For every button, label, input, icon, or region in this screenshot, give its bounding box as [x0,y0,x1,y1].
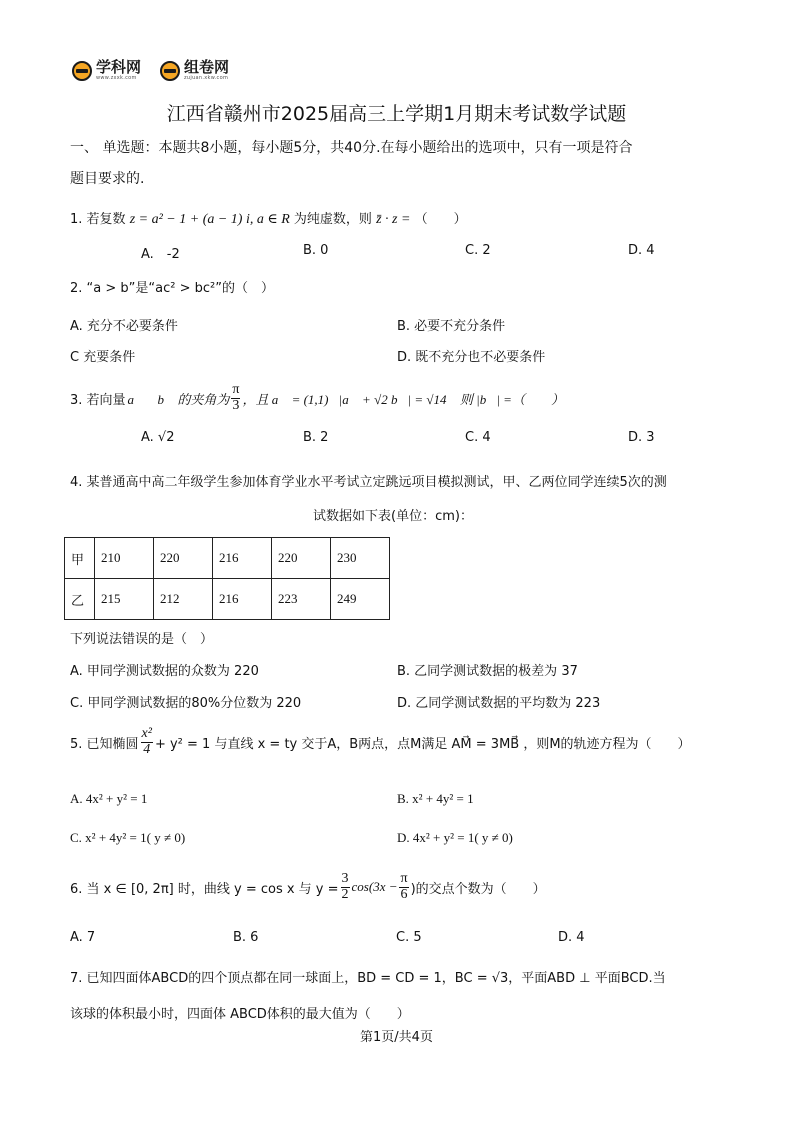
fraction-numerator: x² [141,726,152,741]
logo-name: 学科网 [96,58,142,76]
question-text: 3. 若向量 [70,392,126,408]
logo-xuekewang [72,60,141,81]
table-cell: 216 [213,579,272,620]
question-text: )的交点个数为（ ） [410,881,546,897]
fraction-denominator: 4 [143,741,151,757]
option-d: D. 乙同学测试数据的平均数为 223 [397,696,601,711]
page-footer: 第1页/共4页 [360,1030,433,1045]
question-5 [70,727,691,757]
option-c: C. 2 [465,243,491,258]
logo-url: zujuan.xkw.com [184,75,229,81]
question-text: 5. 已知椭圆 [70,736,139,752]
option-b: B. 6 [233,930,259,945]
question-text: 为纯虚数，则 [293,212,372,227]
question-7-line2: 该球的体积最小时，四面体 ABCD体积的最大值为（ ） [70,1007,410,1022]
question-2: 2. “a > b”是“ac² > bc²”的（ ） [70,281,274,296]
option-c: C 充要条件 [70,350,136,365]
mortarboard-icon [72,61,92,81]
option-a: A. -2 [141,247,180,262]
math-expression: ，且 a⃗ = (1,1)，|a⃗ + √2 b⃗| = √14 ，则 |b⃗| =（ ） [242,391,564,407]
table-row [65,579,390,620]
question-3 [70,383,564,413]
fraction-numerator: π [232,382,240,397]
question-text: + y² = 1 与直线 x = ty 交于A，B两点，点M满足 AM⃗ = 3MB⃗ ，则M的轨迹方程为（ ） [154,736,691,752]
option-a: A. 甲同学测试数据的众数为 220 [70,664,259,679]
answer-paren: （ ） [414,212,467,227]
question-number: 1. [70,212,83,227]
question-text: 若复数 [86,212,126,227]
option-b: B. 必要不充分条件 [397,319,506,334]
fraction-numerator: π [400,871,408,886]
table-cell: 210 [95,538,154,579]
table-cell: 215 [95,579,154,620]
table-cell: 乙 [65,579,95,620]
option-a: A. 充分不必要条件 [70,319,178,334]
option-b: B. 0 [303,243,329,258]
section-heading-line2: 题目要求的. [70,171,145,187]
fraction [341,872,350,902]
option-a: A. 4x² + y² = 1 [70,791,148,806]
logo-zujuanwang [160,60,229,81]
table-cell: 220 [272,538,331,579]
option-c: C. 甲同学测试数据的80%分位数为 220 [70,696,302,711]
table-row [65,538,390,579]
option-d: D. 4x² + y² = 1( y ≠ 0) [397,830,513,845]
fraction [231,383,240,413]
option-d: D. 4 [558,930,585,945]
option-b: B. 2 [303,430,329,445]
fraction [399,872,408,902]
fraction-denominator: 2 [341,886,349,902]
fraction-denominator: 3 [232,397,240,413]
table-cell: 212 [154,579,213,620]
math-expression: z̄ · z = [376,212,411,227]
option-c: C. 4 [465,430,491,445]
fraction-numerator: 3 [341,871,349,886]
mortarboard-icon [160,61,180,81]
table-cell: 223 [272,579,331,620]
section-heading-line1: 一、 单选题：本题共8小题，每小题5分，共40分.在每小题给出的选项中，只有一项是符合 [70,140,633,156]
table-cell: 249 [331,579,390,620]
table-cell: 230 [331,538,390,579]
option-d: D. 4 [628,243,655,258]
option-b: B. x² + 4y² = 1 [397,791,474,806]
math-expression: cos(3x − [351,879,398,895]
question-7-line1: 7. 已知四面体ABCD的四个顶点都在同一球面上，BD = CD = 1，BC = √3，平面ABD ⊥ 平面BCD.当 [70,971,666,986]
option-c: C. 5 [396,930,422,945]
question-6 [70,872,546,902]
fraction [141,727,153,757]
question-1 [70,208,467,228]
option-a: A. 7 [70,930,96,945]
question-4-line2: 试数据如下表(单位：cm)： [313,509,473,524]
logo-name: 组卷网 [184,58,230,76]
math-expression: a⃗ ，b⃗ 的夹角为 [127,391,230,407]
option-d: D. 既不充分也不必要条件 [397,350,546,365]
option-a: A. √2 [141,430,175,445]
table-cell: 216 [213,538,272,579]
fraction-denominator: 6 [400,886,408,902]
page-title: 江西省赣州市2025届高三上学期1月期末考试数学试题 [166,103,627,125]
table-cell: 甲 [65,538,95,579]
table-cell: 220 [154,538,213,579]
scores-table [64,537,390,620]
logo-url: www.zxxk.com [96,75,137,81]
question-4-line1: 4. 某普通高中高二年级学生参加体育学业水平考试立定跳远项目模拟测试，甲、乙两位同学连续5次的测 [70,475,667,490]
option-c: C. x² + 4y² = 1( y ≠ 0) [70,830,186,845]
question-text: 6. 当 x ∈ [0, 2π] 时，曲线 y = cos x 与 y = [70,881,339,897]
option-d: D. 3 [628,430,655,445]
question-4-prompt: 下列说法错误的是（ ） [70,632,214,647]
math-expression: z = a² − 1 + (a − 1) i, a ∈ R [129,212,290,227]
option-b: B. 乙同学测试数据的极差为 37 [397,664,578,679]
